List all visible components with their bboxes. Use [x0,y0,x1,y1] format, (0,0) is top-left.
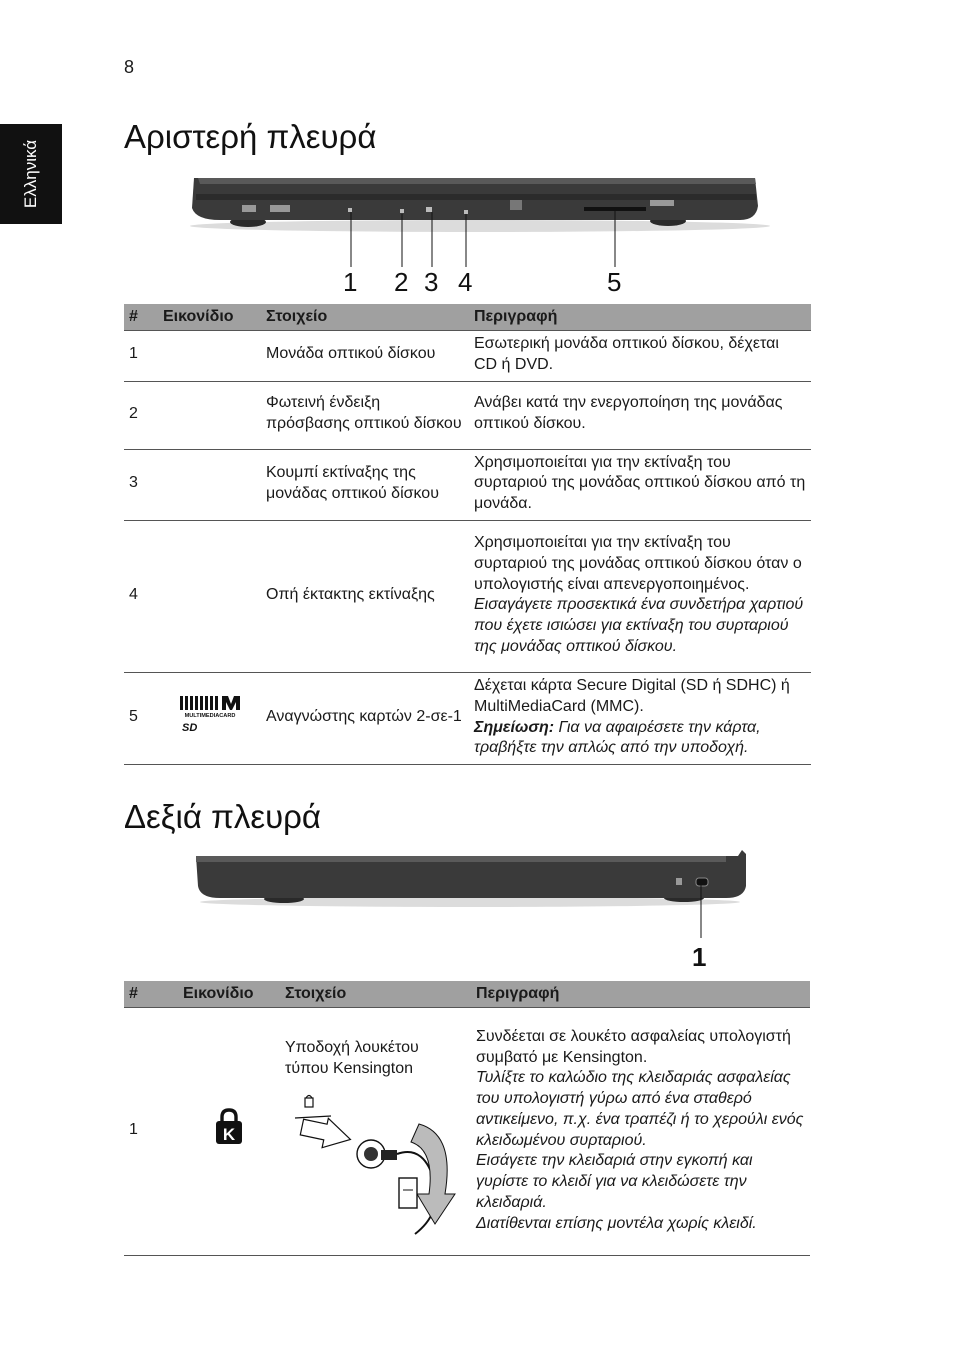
callout-1: 1 [343,267,358,297]
callout-5: 5 [607,267,622,297]
right-side-title: Δεξιά πλευρά [124,798,321,835]
table-row [124,331,811,382]
row-desc-note: Διατίθενται επίσης μοντέλα χωρίς κλειδί. [476,1214,757,1232]
col-item-header: Στοιχείο [280,981,471,1008]
lock-icon-letter: K [222,1125,236,1145]
left-side-table [124,304,811,765]
row-icon [158,672,261,764]
laptop-left-side-image [180,170,780,235]
callout-3: 3 [424,267,439,297]
row-icon [158,520,261,672]
row-item: Φωτεινή ένδειξη πρόσβασης οπτικού δίσκου [261,381,469,449]
col-icon-header: Εικονίδιο [178,981,280,1008]
row-desc-cell [469,672,811,764]
row-icon [158,331,261,382]
row-num: 5 [124,672,158,764]
row-num: 1 [124,331,158,382]
note-label: Σημείωση: [474,718,555,736]
row-item-cell [280,1008,471,1256]
row-icon [178,1008,280,1256]
table-row [124,672,811,764]
sd-logo-text: SD [181,722,197,735]
row-desc-note: Τυλίξτε το καλώδιο της κλειδαριάς ασφαλείας του υπολογιστή γύρω από ένα σταθερό αντικείμενο, π.χ. ένα τραπέζι ή το χερούλι ενός κλειδωμένου συρταριού. [476,1069,804,1149]
row-item: Οπή έκτακτης εκτίναξης [261,520,469,672]
row-num: 3 [124,449,158,520]
row-num: 1 [124,1008,178,1256]
row-desc-note: Εισάγετε την κλειδαριά στην εγκοπή και γυρίστε το κλειδί για να κλειδώσετε την κλειδαριά. [476,1152,753,1212]
kensington-lock-icon [214,1108,244,1146]
callout-right-1: 1 [692,942,707,972]
row-num: 4 [124,520,158,672]
col-num-header: # [124,304,158,331]
callout-2: 2 [394,267,409,297]
col-item-header: Στοιχείο [261,304,469,331]
col-icon-header: Εικονίδιο [158,304,261,331]
row-desc-note: Εισαγάγετε προσεκτικά ένα συνδετήρα χαρτιού που έχετε ισιώσει για εκτίναξη του συρταριού της μονάδας οπτικού δίσκου. [474,596,804,656]
mmc-logo-text: MULTIMEDIACARD [184,713,235,720]
row-desc: Συνδέεται σε λουκέτο ασφαλείας υπολογιστή συμβατό με Kensington. [476,1027,791,1066]
sd-mmc-icon [178,694,242,734]
side-tab-label: Ελληνικά [21,139,41,209]
row-num: 2 [124,381,158,449]
row-desc: Ανάβει κατά την ενεργοποίηση της μονάδας οπτικού δίσκου. [469,381,811,449]
callout-4: 4 [458,267,473,297]
col-desc-header: Περιγραφή [471,981,810,1008]
left-side-title: Αριστερή πλευρά [124,118,377,155]
right-side-table [124,981,810,1256]
row-desc: Δέχεται κάρτα Secure Digital (SD ή SDHC) ή MultiMediaCard (MMC). [474,676,790,715]
kensington-lock-illustration [285,1094,465,1244]
callout-lines-left [180,235,780,270]
callout-line-right [690,880,710,940]
language-side-tab [0,124,62,224]
row-desc: Χρησιμοποιείται για την εκτίναξη του συρταριού της μονάδας οπτικού δίσκου από τη μονάδα. [469,449,811,520]
row-item: Υποδοχή λουκέτου τύπου Kensington [285,1039,419,1077]
table-row [124,520,811,672]
table-row [124,449,811,520]
row-item: Κουμπί εκτίναξης της μονάδας οπτικού δίσκου [261,449,469,520]
row-desc-cell [469,520,811,672]
table-row [124,1008,810,1256]
row-desc-cell [471,1008,810,1256]
note-text: Για να αφαιρέσετε την κάρτα, τραβήξτε την απλώς από την υποδοχή. [474,718,761,757]
row-icon [158,449,261,520]
row-note [474,718,806,760]
col-num-header: # [124,981,178,1008]
row-item: Μονάδα οπτικού δίσκου [261,331,469,382]
table-row [124,381,811,449]
row-item: Αναγνώστης καρτών 2-σε-1 [261,672,469,764]
row-desc: Χρησιμοποιείται για την εκτίναξη του συρταριού της μονάδας οπτικού δίσκου όταν ο υπολογιστής είναι απενεργοποιημένος. [474,534,802,593]
row-icon [158,381,261,449]
table-header-row [124,304,811,331]
table-header-row [124,981,810,1008]
row-desc: Εσωτερική μονάδα οπτικού δίσκου, δέχεται CD ή DVD. [469,331,811,382]
page-number: 8 [124,57,135,77]
col-desc-header: Περιγραφή [469,304,811,331]
